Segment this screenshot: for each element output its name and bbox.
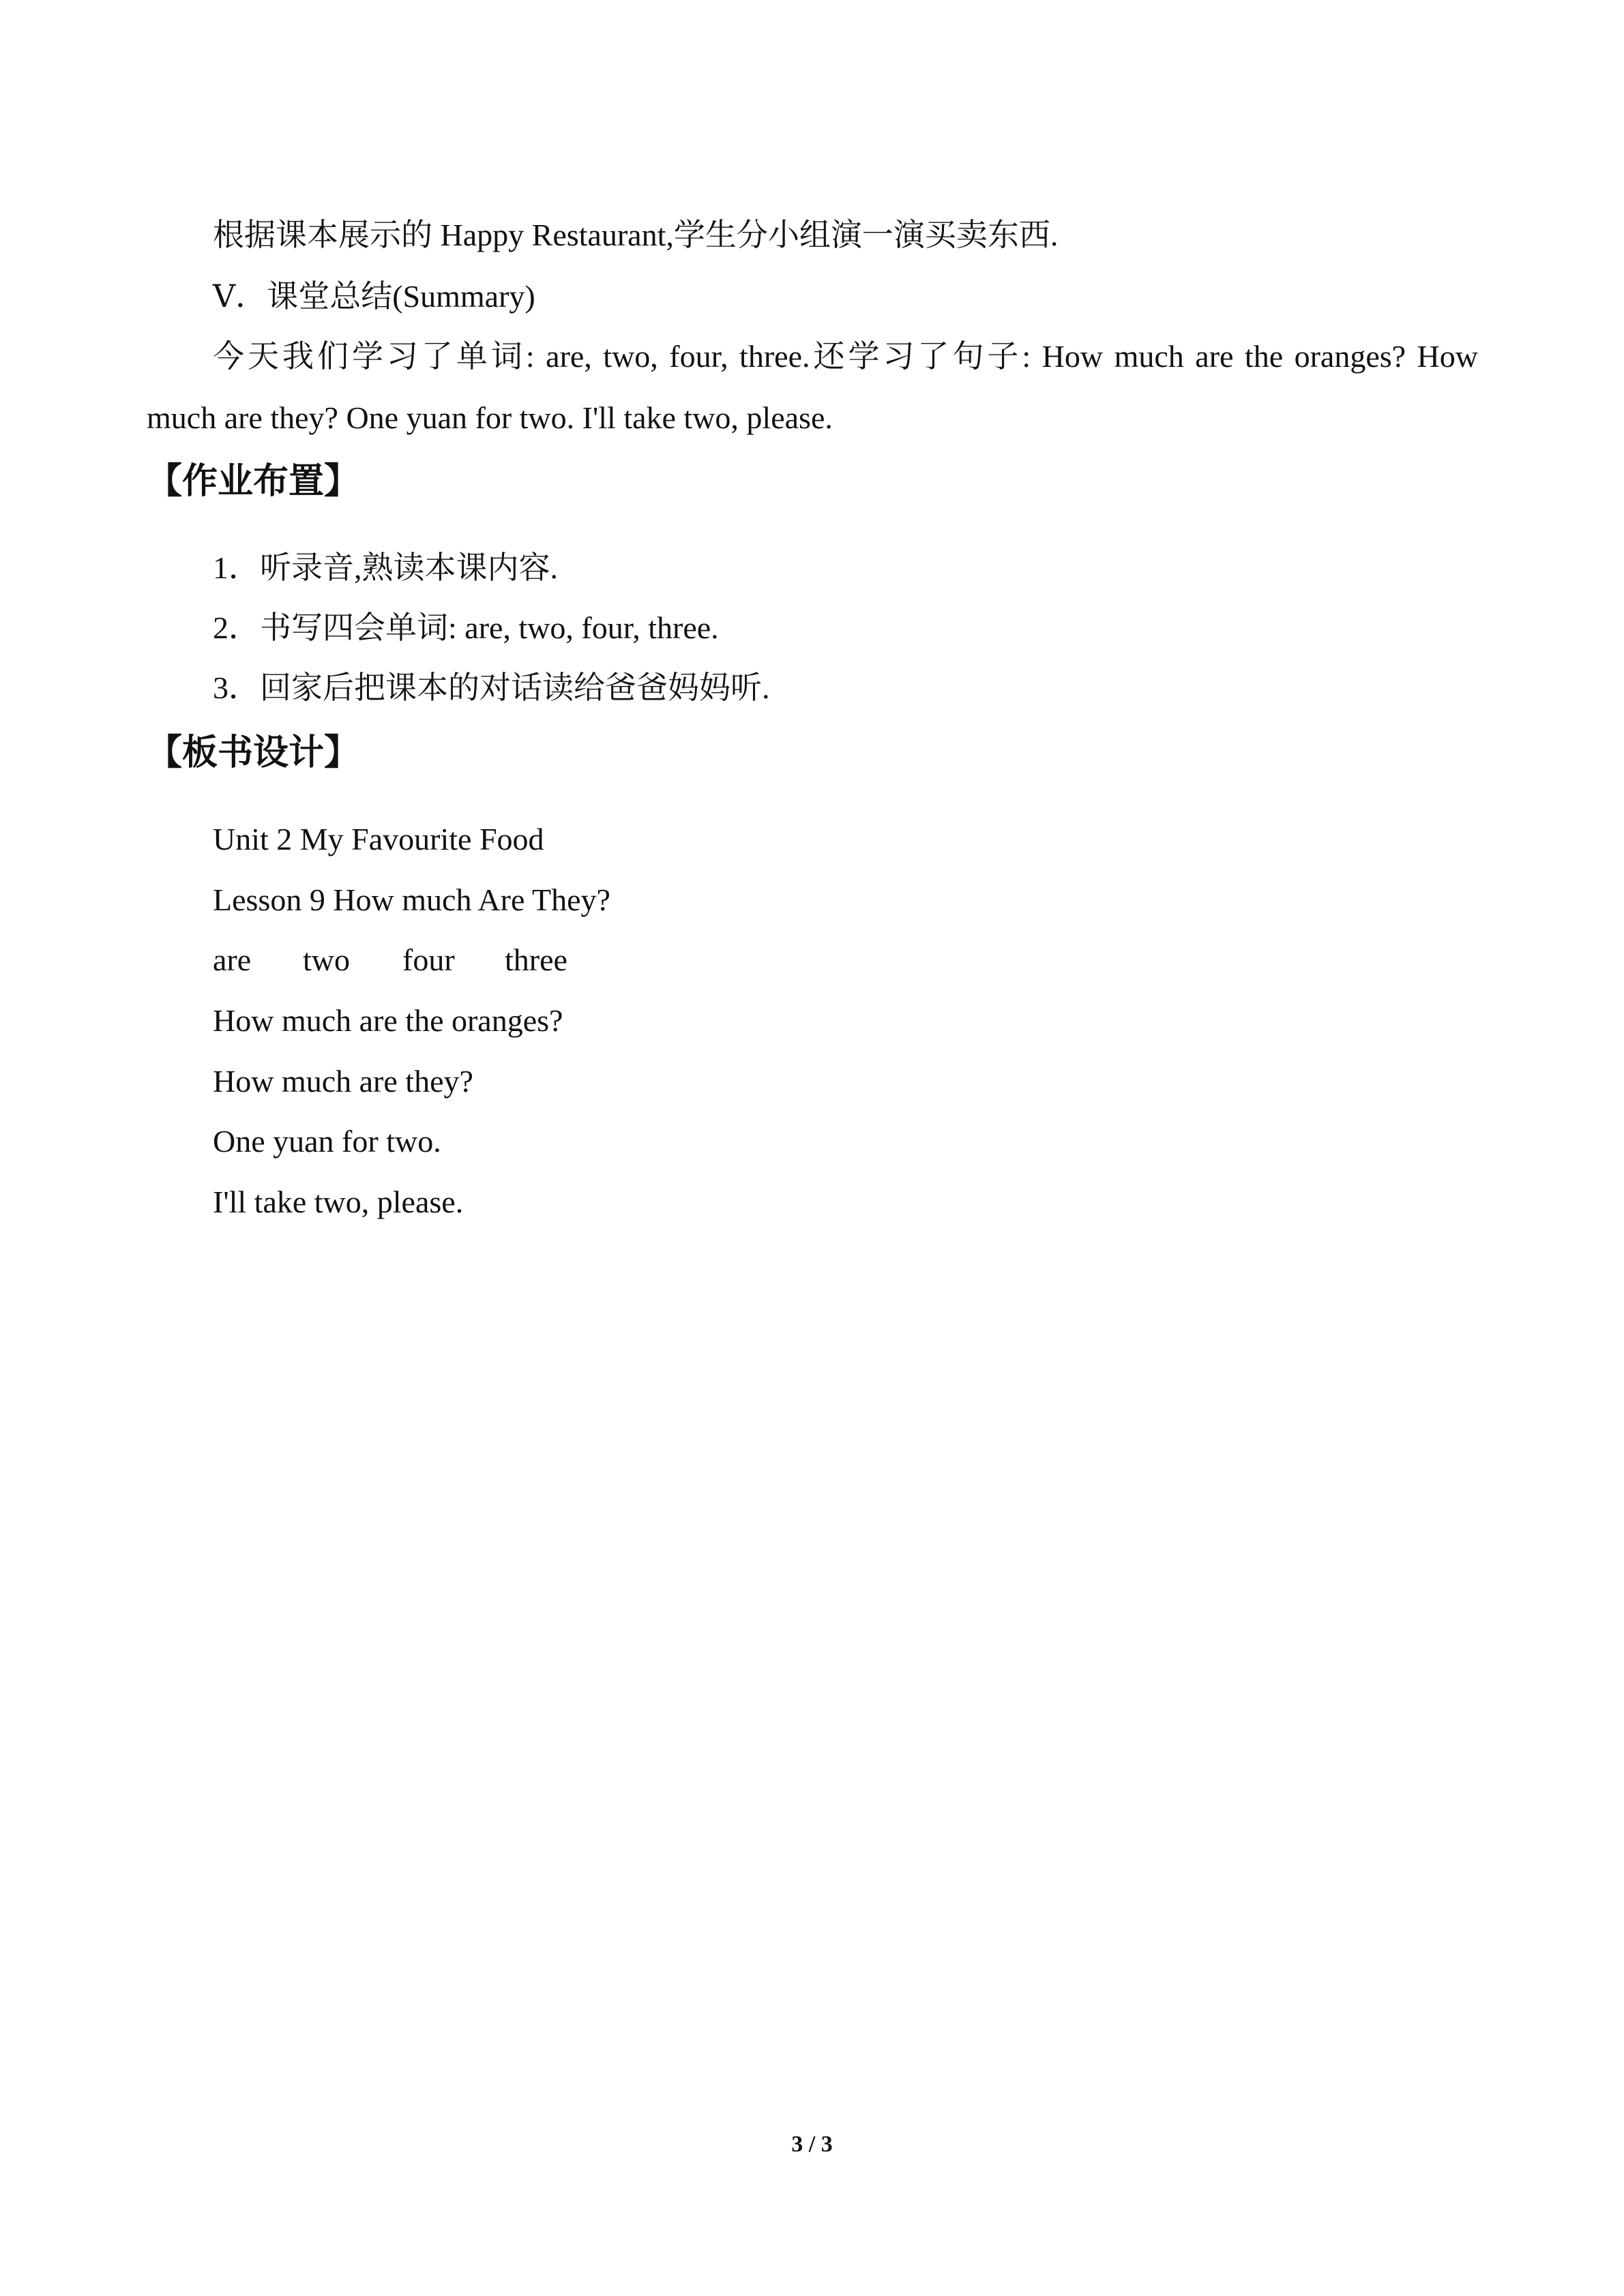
board-lesson: Lesson 9 How much Are They? (213, 882, 610, 917)
board-word: two (303, 942, 350, 977)
summary-line-2: much are they? One yuan for two. I'll take two, please. (147, 400, 833, 435)
homework-item-3: 3．回家后把课本的对话读给爸爸妈妈听. (213, 670, 770, 705)
board-heading: 【板书设计】 (147, 732, 360, 773)
board-sentence-4: I'll take two, please. (213, 1184, 464, 1219)
summary-title: Ⅴ．课堂总结(Summary) (213, 279, 535, 314)
homework-item-1: 1．听录音,熟读本课内容. (213, 550, 558, 585)
summary-line-1: 今天我们学习了单词: are, two, four, three.还学习了句子: How much are the oranges? How (213, 339, 1478, 374)
homework-item-2: 2．书写四会单词: are, two, four, three. (213, 610, 719, 645)
board-sentence-3: One yuan for two. (213, 1124, 441, 1159)
activity-paragraph: 根据课本展示的 Happy Restaurant,学生分小组演一演买卖东西. (213, 218, 1059, 252)
board-unit: Unit 2 My Favourite Food (213, 822, 544, 856)
board-sentence-1: How much are the oranges? (213, 1003, 563, 1038)
board-word: three (505, 942, 567, 977)
board-word: four (402, 942, 455, 977)
homework-heading: 【作业布置】 (147, 461, 360, 502)
page-number: 3 / 3 (791, 2132, 833, 2157)
board-word: are (213, 942, 252, 977)
board-sentence-2: How much are they? (213, 1064, 473, 1099)
